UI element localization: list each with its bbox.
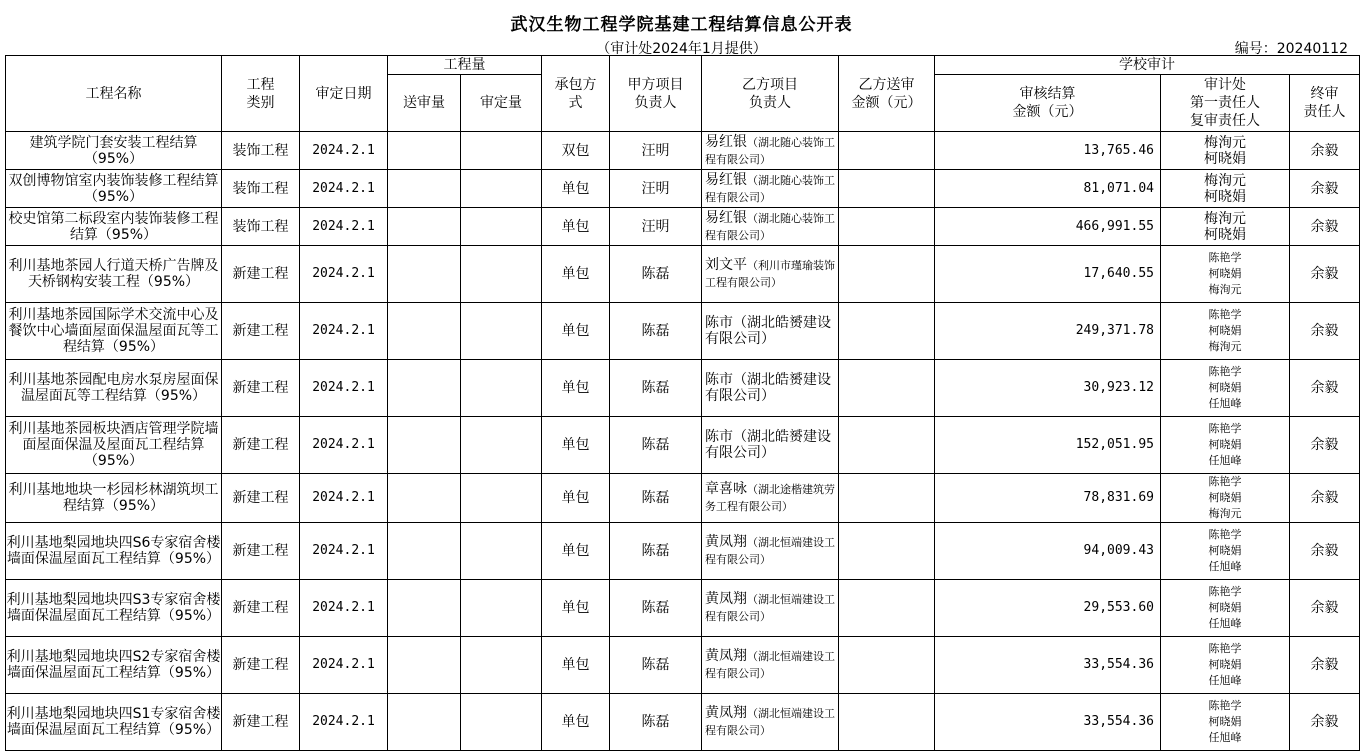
header-review-date[interactable]: 审定日期 xyxy=(300,56,388,132)
party-b-company: （湖北恒端建设工程有限公司） xyxy=(705,707,835,737)
cell-project-type[interactable]: 装饰工程 xyxy=(222,208,300,246)
party-b-name: 陈市（湖北皓赟建设有限公司） xyxy=(705,371,831,404)
cell-audit-reviewers[interactable]: 陈艳学 柯晓娟 任旭峰 xyxy=(1161,523,1290,580)
cell-audited-amount[interactable]: 78,831.69 xyxy=(935,474,1161,523)
cell-contract-mode[interactable]: 单包 xyxy=(542,170,610,208)
cell-party-b[interactable] xyxy=(702,694,839,751)
cell-approved-qty[interactable] xyxy=(461,580,542,637)
settlement-table xyxy=(5,55,1360,751)
table-row xyxy=(6,208,1360,246)
serial-number: 编号：20240112 xyxy=(1234,41,1348,57)
header-approved-qty[interactable]: 审定量 xyxy=(461,75,542,132)
cell-contract-mode[interactable]: 单包 xyxy=(542,208,610,246)
cell-final-reviewer[interactable]: 余毅 xyxy=(1290,474,1360,523)
cell-audited-amount[interactable]: 94,009.43 xyxy=(935,523,1161,580)
cell-audit-reviewers[interactable]: 陈艳学 柯晓娟 梅洵元 xyxy=(1161,246,1290,303)
cell-party-b-amount[interactable] xyxy=(839,170,935,208)
cell-audited-amount[interactable]: 81,071.04 xyxy=(935,170,1161,208)
cell-approved-qty[interactable] xyxy=(461,523,542,580)
cell-party-b-amount[interactable] xyxy=(839,474,935,523)
cell-submitted-qty[interactable] xyxy=(388,694,461,751)
party-b-company: （湖北恒端建设工程有限公司） xyxy=(705,593,835,623)
party-b-name: 黄凤翔 xyxy=(705,648,747,664)
cell-project-type[interactable]: 新建工程 xyxy=(222,417,300,474)
cell-party-b-amount[interactable] xyxy=(839,246,935,303)
header-submitted-qty[interactable]: 送审量 xyxy=(388,75,461,132)
cell-party-b[interactable] xyxy=(702,523,839,580)
cell-final-reviewer[interactable]: 余毅 xyxy=(1290,360,1360,417)
cell-audit-reviewers[interactable]: 陈艳学 柯晓娟 任旭峰 xyxy=(1161,360,1290,417)
cell-party-b[interactable] xyxy=(702,417,839,474)
party-b-company: （湖北随心装饰工程有限公司） xyxy=(705,135,835,166)
cell-project-type[interactable]: 装饰工程 xyxy=(222,170,300,208)
cell-review-date[interactable]: 2024.2.1 xyxy=(300,246,388,303)
table-row xyxy=(6,474,1360,523)
cell-contract-mode[interactable]: 单包 xyxy=(542,303,610,360)
header-project-name[interactable]: 工程名称 xyxy=(6,56,222,132)
cell-project-name[interactable]: 利川基地梨园地块四S1专家宿舍楼墙面保温屋面瓦工程结算（95%） xyxy=(6,694,222,751)
cell-party-a[interactable]: 陈磊 xyxy=(610,580,702,637)
party-b-company: （湖北恒端建设工程有限公司） xyxy=(705,650,835,680)
party-b-company: （湖北随心装饰工程有限公司） xyxy=(705,211,835,242)
cell-party-b[interactable] xyxy=(702,637,839,694)
cell-audited-amount[interactable]: 30,923.12 xyxy=(935,360,1161,417)
cell-project-type[interactable]: 新建工程 xyxy=(222,637,300,694)
cell-approved-qty[interactable] xyxy=(461,360,542,417)
cell-submitted-qty[interactable] xyxy=(388,474,461,523)
cell-project-name[interactable]: 建筑学院门套安装工程结算（95%） xyxy=(6,132,222,170)
cell-contract-mode[interactable]: 单包 xyxy=(542,694,610,751)
cell-contract-mode[interactable]: 双包 xyxy=(542,132,610,170)
header-party-a[interactable]: 甲方项目 负责人 xyxy=(610,56,702,132)
header-audit-reviewers[interactable]: 审计处 第一责任人 复审责任人 xyxy=(1161,75,1290,132)
cell-party-b-amount[interactable] xyxy=(839,208,935,246)
cell-approved-qty[interactable] xyxy=(461,132,542,170)
header-quantity[interactable]: 工程量 xyxy=(388,56,542,75)
cell-audited-amount[interactable]: 17,640.55 xyxy=(935,246,1161,303)
cell-project-name[interactable]: 利川基地茶园国际学术交流中心及餐饮中心墙面屋面保温屋面瓦等工程结算（95%） xyxy=(6,303,222,360)
party-b-company: （湖北途楷建筑劳务工程有限公司） xyxy=(705,483,835,513)
cell-audited-amount[interactable]: 33,554.36 xyxy=(935,694,1161,751)
page-subtitle: （审计处2024年1月提供） xyxy=(596,41,767,57)
cell-submitted-qty[interactable] xyxy=(388,246,461,303)
cell-project-type[interactable]: 新建工程 xyxy=(222,523,300,580)
cell-review-date[interactable]: 2024.2.1 xyxy=(300,132,388,170)
cell-approved-qty[interactable] xyxy=(461,170,542,208)
header-party-b-amount[interactable]: 乙方送审 金额（元） xyxy=(839,56,935,132)
cell-submitted-qty[interactable] xyxy=(388,637,461,694)
cell-submitted-qty[interactable] xyxy=(388,303,461,360)
table-row xyxy=(6,360,1360,417)
cell-approved-qty[interactable] xyxy=(461,637,542,694)
cell-review-date[interactable]: 2024.2.1 xyxy=(300,170,388,208)
cell-review-date[interactable]: 2024.2.1 xyxy=(300,580,388,637)
cell-contract-mode[interactable]: 单包 xyxy=(542,417,610,474)
cell-final-reviewer[interactable]: 余毅 xyxy=(1290,523,1360,580)
cell-submitted-qty[interactable] xyxy=(388,580,461,637)
party-b-name: 章喜咏 xyxy=(705,481,747,497)
cell-audit-reviewers[interactable]: 梅洵元 柯晓娟 xyxy=(1161,170,1290,208)
cell-party-a[interactable]: 陈磊 xyxy=(610,474,702,523)
cell-party-b-amount[interactable] xyxy=(839,132,935,170)
party-b-name: 黄凤翔 xyxy=(705,534,747,550)
cell-party-b-amount[interactable] xyxy=(839,360,935,417)
cell-project-name[interactable]: 利川基地茶园人行道天桥广告牌及天桥钢构安装工程（95%） xyxy=(6,246,222,303)
cell-project-name[interactable]: 利川基地茶园配电房水泵房屋面保温屋面瓦等工程结算（95%） xyxy=(6,360,222,417)
cell-review-date[interactable]: 2024.2.1 xyxy=(300,637,388,694)
cell-approved-qty[interactable] xyxy=(461,208,542,246)
cell-contract-mode[interactable]: 单包 xyxy=(542,474,610,523)
cell-review-date[interactable]: 2024.2.1 xyxy=(300,417,388,474)
cell-party-b-amount[interactable] xyxy=(839,523,935,580)
cell-final-reviewer[interactable]: 余毅 xyxy=(1290,170,1360,208)
cell-project-name[interactable]: 利川基地梨园地块四S3专家宿舍楼墙面保温屋面瓦工程结算（95%） xyxy=(6,580,222,637)
cell-approved-qty[interactable] xyxy=(461,246,542,303)
cell-project-type[interactable]: 新建工程 xyxy=(222,360,300,417)
cell-approved-qty[interactable] xyxy=(461,694,542,751)
cell-party-a[interactable]: 陈磊 xyxy=(610,523,702,580)
table-row xyxy=(6,303,1360,360)
party-b-name: 陈市（湖北皓赟建设有限公司） xyxy=(705,428,831,461)
header-project-type[interactable]: 工程 类别 xyxy=(222,56,300,132)
header-party-b[interactable]: 乙方项目 负责人 xyxy=(702,56,839,132)
cell-audit-reviewers[interactable]: 陈艳学 柯晓娟 任旭峰 xyxy=(1161,637,1290,694)
cell-project-type[interactable]: 新建工程 xyxy=(222,694,300,751)
cell-review-date[interactable]: 2024.2.1 xyxy=(300,208,388,246)
cell-review-date[interactable]: 2024.2.1 xyxy=(300,303,388,360)
cell-submitted-qty[interactable] xyxy=(388,132,461,170)
cell-project-name[interactable]: 利川基地梨园地块四S6专家宿舍楼墙面保温屋面瓦工程结算（95%） xyxy=(6,523,222,580)
cell-party-a[interactable]: 陈磊 xyxy=(610,694,702,751)
cell-final-reviewer[interactable]: 余毅 xyxy=(1290,132,1360,170)
cell-contract-mode[interactable]: 单包 xyxy=(542,637,610,694)
cell-party-a[interactable]: 陈磊 xyxy=(610,360,702,417)
cell-audit-reviewers[interactable]: 梅洵元 柯晓娟 xyxy=(1161,208,1290,246)
cell-review-date[interactable]: 2024.2.1 xyxy=(300,360,388,417)
cell-audited-amount[interactable]: 466,991.55 xyxy=(935,208,1161,246)
cell-audited-amount[interactable]: 152,051.95 xyxy=(935,417,1161,474)
cell-party-b-amount[interactable] xyxy=(839,694,935,751)
cell-contract-mode[interactable]: 单包 xyxy=(542,360,610,417)
cell-approved-qty[interactable] xyxy=(461,474,542,523)
table-row xyxy=(6,637,1360,694)
cell-submitted-qty[interactable] xyxy=(388,523,461,580)
table-row xyxy=(6,132,1360,170)
cell-party-a[interactable]: 陈磊 xyxy=(610,246,702,303)
cell-party-a[interactable]: 陈磊 xyxy=(610,303,702,360)
cell-submitted-qty[interactable] xyxy=(388,360,461,417)
cell-submitted-qty[interactable] xyxy=(388,170,461,208)
cell-review-date[interactable]: 2024.2.1 xyxy=(300,694,388,751)
cell-project-name[interactable]: 校史馆第二标段室内装饰装修工程结算（95%） xyxy=(6,208,222,246)
cell-audited-amount[interactable]: 29,553.60 xyxy=(935,580,1161,637)
cell-audit-reviewers[interactable]: 陈艳学 柯晓娟 任旭峰 xyxy=(1161,580,1290,637)
table-row xyxy=(6,246,1360,303)
cell-project-name[interactable]: 利川基地地块一杉园杉林湖筑坝工程结算（95%） xyxy=(6,474,222,523)
cell-party-a[interactable]: 陈磊 xyxy=(610,637,702,694)
cell-final-reviewer[interactable]: 余毅 xyxy=(1290,580,1360,637)
cell-project-type[interactable]: 装饰工程 xyxy=(222,132,300,170)
party-b-name: 易红银 xyxy=(705,133,747,150)
cell-submitted-qty[interactable] xyxy=(388,208,461,246)
header-final-reviewer[interactable]: 终审 责任人 xyxy=(1290,75,1360,132)
cell-party-b[interactable] xyxy=(702,474,839,523)
cell-party-a[interactable]: 陈磊 xyxy=(610,417,702,474)
cell-audited-amount[interactable]: 33,554.36 xyxy=(935,637,1161,694)
cell-approved-qty[interactable] xyxy=(461,303,542,360)
header-school-audit[interactable]: 学校审计 xyxy=(935,56,1360,75)
cell-audit-reviewers[interactable]: 陈艳学 柯晓娟 任旭峰 xyxy=(1161,694,1290,751)
cell-final-reviewer[interactable]: 余毅 xyxy=(1290,246,1360,303)
cell-audited-amount[interactable]: 13,765.46 xyxy=(935,132,1161,170)
cell-party-a[interactable]: 汪明 xyxy=(610,170,702,208)
cell-final-reviewer[interactable]: 余毅 xyxy=(1290,637,1360,694)
cell-audit-reviewers[interactable]: 陈艳学 柯晓娟 梅洵元 xyxy=(1161,303,1290,360)
cell-contract-mode[interactable]: 单包 xyxy=(542,580,610,637)
cell-final-reviewer[interactable]: 余毅 xyxy=(1290,303,1360,360)
cell-project-type[interactable]: 新建工程 xyxy=(222,303,300,360)
cell-final-reviewer[interactable]: 余毅 xyxy=(1290,208,1360,246)
cell-project-name[interactable]: 双创博物馆室内装饰装修工程结算（95%） xyxy=(6,170,222,208)
cell-submitted-qty[interactable] xyxy=(388,417,461,474)
cell-audit-reviewers[interactable]: 梅洵元 柯晓娟 xyxy=(1161,132,1290,170)
table-row xyxy=(6,694,1360,751)
header-audited-amount[interactable]: 审核结算 金额（元） xyxy=(935,75,1161,132)
party-b-company: （利川市瑾瑜装饰工程有限公司） xyxy=(705,259,835,289)
table-row xyxy=(6,170,1360,208)
cell-party-b[interactable] xyxy=(702,246,839,303)
cell-party-b[interactable] xyxy=(702,580,839,637)
party-b-company: （湖北恒端建设工程有限公司） xyxy=(705,536,835,566)
cell-party-b-amount[interactable] xyxy=(839,580,935,637)
cell-party-b-amount[interactable] xyxy=(839,417,935,474)
cell-party-b[interactable] xyxy=(702,360,839,417)
party-b-name: 刘文平 xyxy=(705,257,747,273)
party-b-name: 黄凤翔 xyxy=(705,591,747,607)
cell-party-a[interactable]: 汪明 xyxy=(610,132,702,170)
table-row xyxy=(6,417,1360,474)
page-title: 武汉生物工程学院基建工程结算信息公开表 xyxy=(510,15,853,35)
cell-contract-mode[interactable]: 单包 xyxy=(542,523,610,580)
cell-approved-qty[interactable] xyxy=(461,417,542,474)
cell-audit-reviewers[interactable]: 陈艳学 柯晓娟 任旭峰 xyxy=(1161,417,1290,474)
cell-contract-mode[interactable]: 单包 xyxy=(542,246,610,303)
cell-project-name[interactable]: 利川基地茶园板块酒店管理学院墙面屋面保温及屋面瓦工程结算（95%） xyxy=(6,417,222,474)
cell-party-a[interactable]: 汪明 xyxy=(610,208,702,246)
cell-final-reviewer[interactable]: 余毅 xyxy=(1290,694,1360,751)
cell-party-b[interactable] xyxy=(702,303,839,360)
table-row xyxy=(6,523,1360,580)
cell-project-type[interactable]: 新建工程 xyxy=(222,246,300,303)
cell-project-type[interactable]: 新建工程 xyxy=(222,474,300,523)
party-b-company: （湖北随心装饰工程有限公司） xyxy=(705,173,835,204)
cell-project-name[interactable]: 利川基地梨园地块四S2专家宿舍楼墙面保温屋面瓦工程结算（95%） xyxy=(6,637,222,694)
party-b-name: 易红银 xyxy=(705,171,747,188)
cell-party-b-amount[interactable] xyxy=(839,637,935,694)
party-b-name: 陈市（湖北皓赟建设有限公司） xyxy=(705,314,831,347)
cell-review-date[interactable]: 2024.2.1 xyxy=(300,523,388,580)
cell-party-b[interactable] xyxy=(702,170,839,208)
cell-audit-reviewers[interactable]: 陈艳学 柯晓娟 梅洵元 xyxy=(1161,474,1290,523)
cell-party-b[interactable] xyxy=(702,208,839,246)
table-row xyxy=(6,580,1360,637)
header-contract-mode[interactable]: 承包方 式 xyxy=(542,56,610,132)
cell-project-type[interactable]: 新建工程 xyxy=(222,580,300,637)
cell-audited-amount[interactable]: 249,371.78 xyxy=(935,303,1161,360)
party-b-name: 黄凤翔 xyxy=(705,705,747,721)
cell-party-b[interactable] xyxy=(702,132,839,170)
cell-party-b-amount[interactable] xyxy=(839,303,935,360)
party-b-name: 易红银 xyxy=(705,209,747,226)
cell-final-reviewer[interactable]: 余毅 xyxy=(1290,417,1360,474)
cell-review-date[interactable]: 2024.2.1 xyxy=(300,474,388,523)
